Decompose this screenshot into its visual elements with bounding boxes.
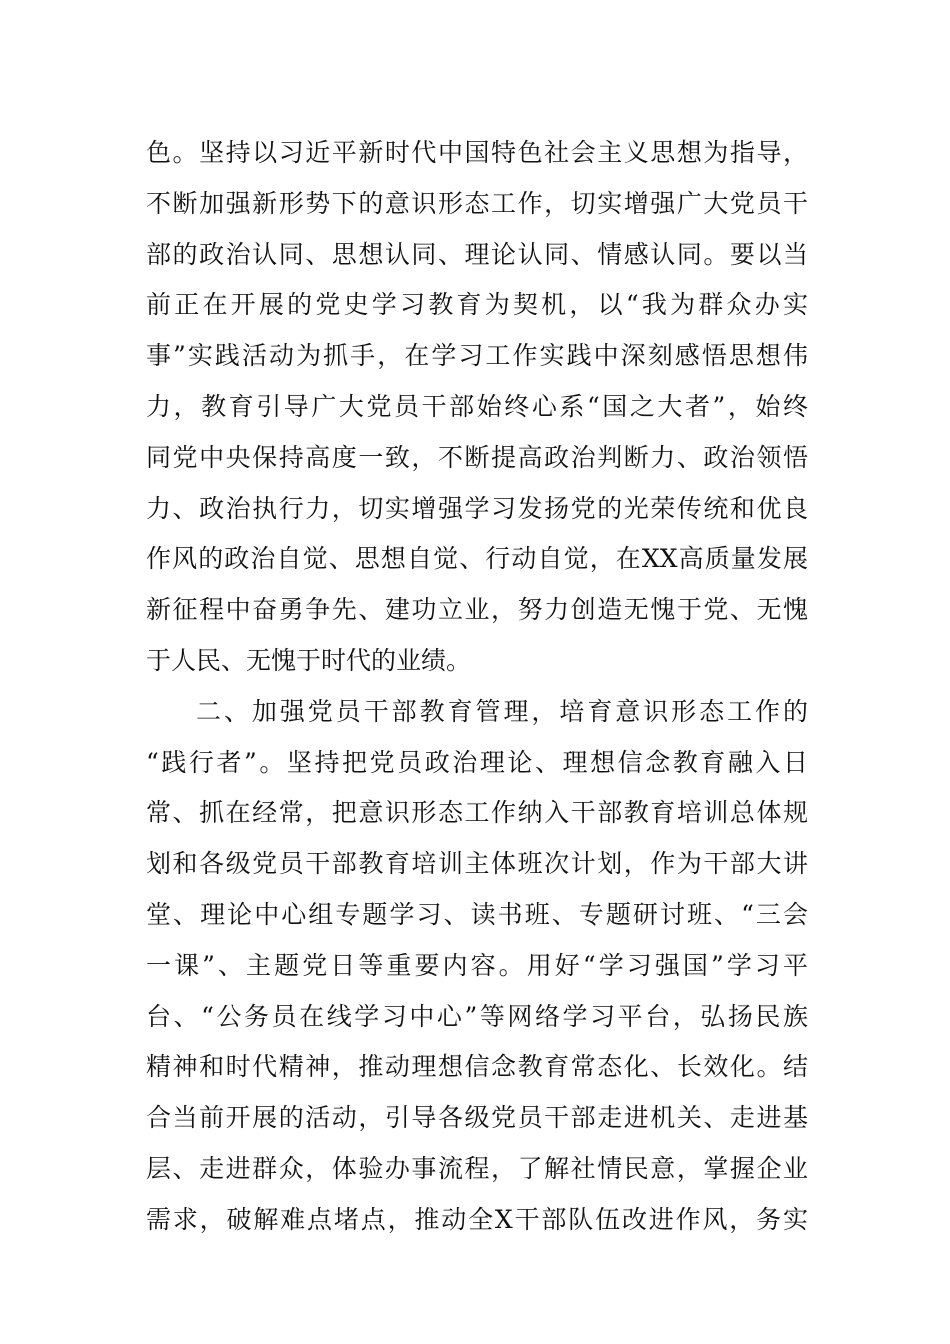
text-line: 需求，破解难点堵点，推动全X干部队伍改进作风，务实 [146, 1204, 808, 1234]
text-line: 作风的政治自觉、思想自觉、行动自觉，在XX高质量发展 [146, 544, 808, 574]
text-line: 精神和时代精神，推动理想信念教育常态化、长效化。结 [146, 1052, 808, 1082]
text-line: 事”实践活动为抓手，在学习工作实践中深刻感悟思想伟 [146, 341, 808, 371]
text-line: 新征程中奋勇争先、建功立业，努力创造无愧于党、无愧 [146, 595, 808, 625]
body-text [146, 128, 808, 1246]
text-line: 一课”、主题党日等重要内容。用好“学习强国”学习平 [146, 950, 808, 980]
text-line: 前正在开展的党史学习教育为契机，以“我为群众办实 [146, 290, 808, 320]
text-line: 同党中央保持高度一致，不断提高政治判断力、政治领悟 [146, 442, 808, 472]
paragraph-end-line: 于人民、无愧于时代的业绩。 [146, 645, 472, 675]
text-line: 色。坚持以习近平新时代中国特色社会主义思想为指导， [146, 138, 808, 167]
text-line: 力，教育引导广大党员干部始终心系“国之大者”，始终 [146, 391, 808, 421]
text-line: 划和各级党员干部教育培训主体班次计划，作为干部大讲 [146, 849, 808, 879]
text-line: 力、政治执行力，切实增强学习发扬党的光荣传统和优良 [146, 493, 808, 523]
text-line: “践行者”。坚持把党员政治理论、理想信念教育融入日 [146, 747, 808, 777]
text-line: 台、“公务员在线学习中心”等网络学习平台，弘扬民族 [146, 1001, 808, 1031]
section-heading-line: 二、加强党员干部教育管理，培育意识形态工作的 [196, 696, 808, 726]
text-line: 堂、理论中心组专题学习、读书班、专题研讨班、“三会 [146, 899, 808, 929]
text-line: 部的政治认同、思想认同、理论认同、情感认同。要以当 [146, 239, 808, 269]
text-line: 常、抓在经常，把意识形态工作纳入干部教育培训总体规 [146, 798, 808, 828]
text-line: 不断加强新形势下的意识形态工作，切实增强广大党员干 [146, 188, 808, 218]
text-line: 合当前开展的活动，引导各级党员干部走进机关、走进基 [146, 1103, 808, 1133]
text-line: 层、走进群众，体验办事流程，了解社情民意，掌握企业 [146, 1153, 808, 1183]
